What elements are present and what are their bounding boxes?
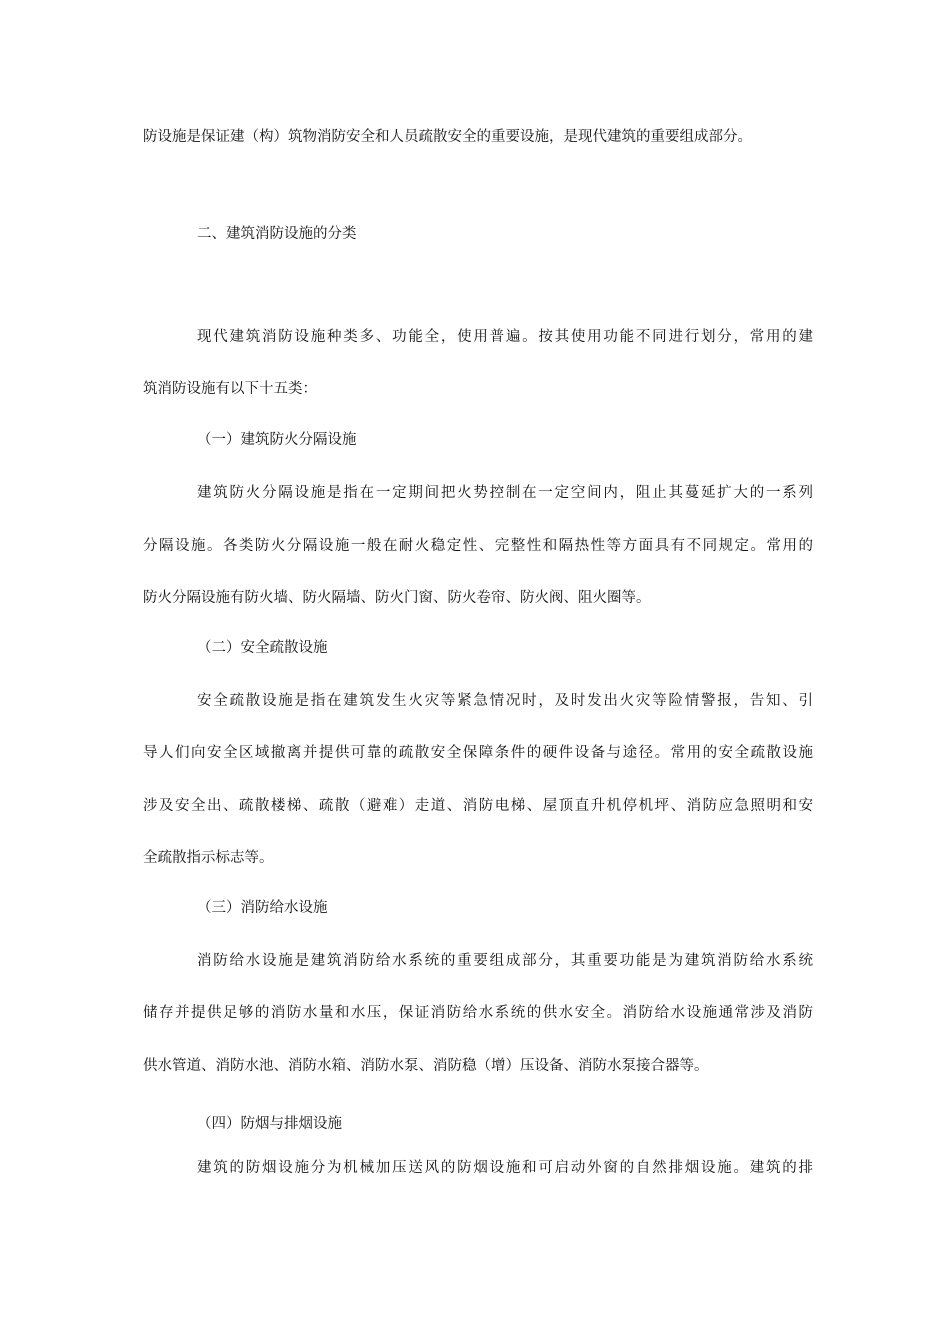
paragraph-line: 建筑防火分隔设施是指在一定期间把火势控制在一定空间内，阻止其蔓延扩大的一系列 xyxy=(197,485,813,501)
paragraph-line: 涉及安全出、疏散楼梯、疏散（避难）走道、消防电梯、屋顶直升机停机坪、消防应急照明和安 xyxy=(143,798,813,814)
paragraph-line: 全疏散指示标志等。 xyxy=(143,850,274,866)
paragraph-line: 供水管道、消防水池、消防水箱、消防水泵、消防稳（增）压设备、消防水泵接合器等。 xyxy=(143,1058,709,1074)
subsection-heading: （三）消防给水设施 xyxy=(197,900,328,916)
paragraph-line: 筑消防设施有以下十五类： xyxy=(143,381,317,397)
paragraph-line: 现代建筑消防设施种类多、功能全，使用普遍。按其使用功能不同进行划分，常用的建 xyxy=(197,329,813,345)
paragraph-line: 消防给水设施是建筑消防给水系统的重要组成部分，其重要功能是为建筑消防给水系统 xyxy=(197,953,813,969)
paragraph-line: 安全疏散设施是指在建筑发生火灾等紧急情况时，及时发出火灾等险情警报，告知、引 xyxy=(197,693,813,709)
subsection-heading: （二）安全疏散设施 xyxy=(197,640,328,656)
paragraph-line: 分隔设施。各类防火分隔设施一般在耐火稳定性、完整性和隔热性等方面具有不同规定。常用的 xyxy=(143,538,813,554)
subsection-heading: （一）建筑防火分隔设施 xyxy=(197,432,357,448)
subsection-heading: （四）防烟与排烟设施 xyxy=(197,1116,342,1132)
paragraph-line: 防火分隔设施有防火墙、防火隔墙、防火门窗、防火卷帘、防火阀、阻火圈等。 xyxy=(143,590,651,606)
paragraph-line: 导人们向安全区域撤离并提供可靠的疏散安全保障条件的硬件设备与途径。常用的安全疏散设施 xyxy=(143,745,813,761)
section-heading: 二、建筑消防设施的分类 xyxy=(197,226,357,242)
paragraph-line: 建筑的防烟设施分为机械加压送风的防烟设施和可启动外窗的自然排烟设施。建筑的排 xyxy=(197,1160,813,1176)
paragraph-line: 储存并提供足够的消防水量和水压，保证消防给水系统的供水安全。消防给水设施通常涉及消防 xyxy=(143,1005,813,1021)
paragraph-line: 防设施是保证建（构）筑物消防安全和人员疏散安全的重要设施，是现代建筑的重要组成部分。 xyxy=(143,129,752,145)
